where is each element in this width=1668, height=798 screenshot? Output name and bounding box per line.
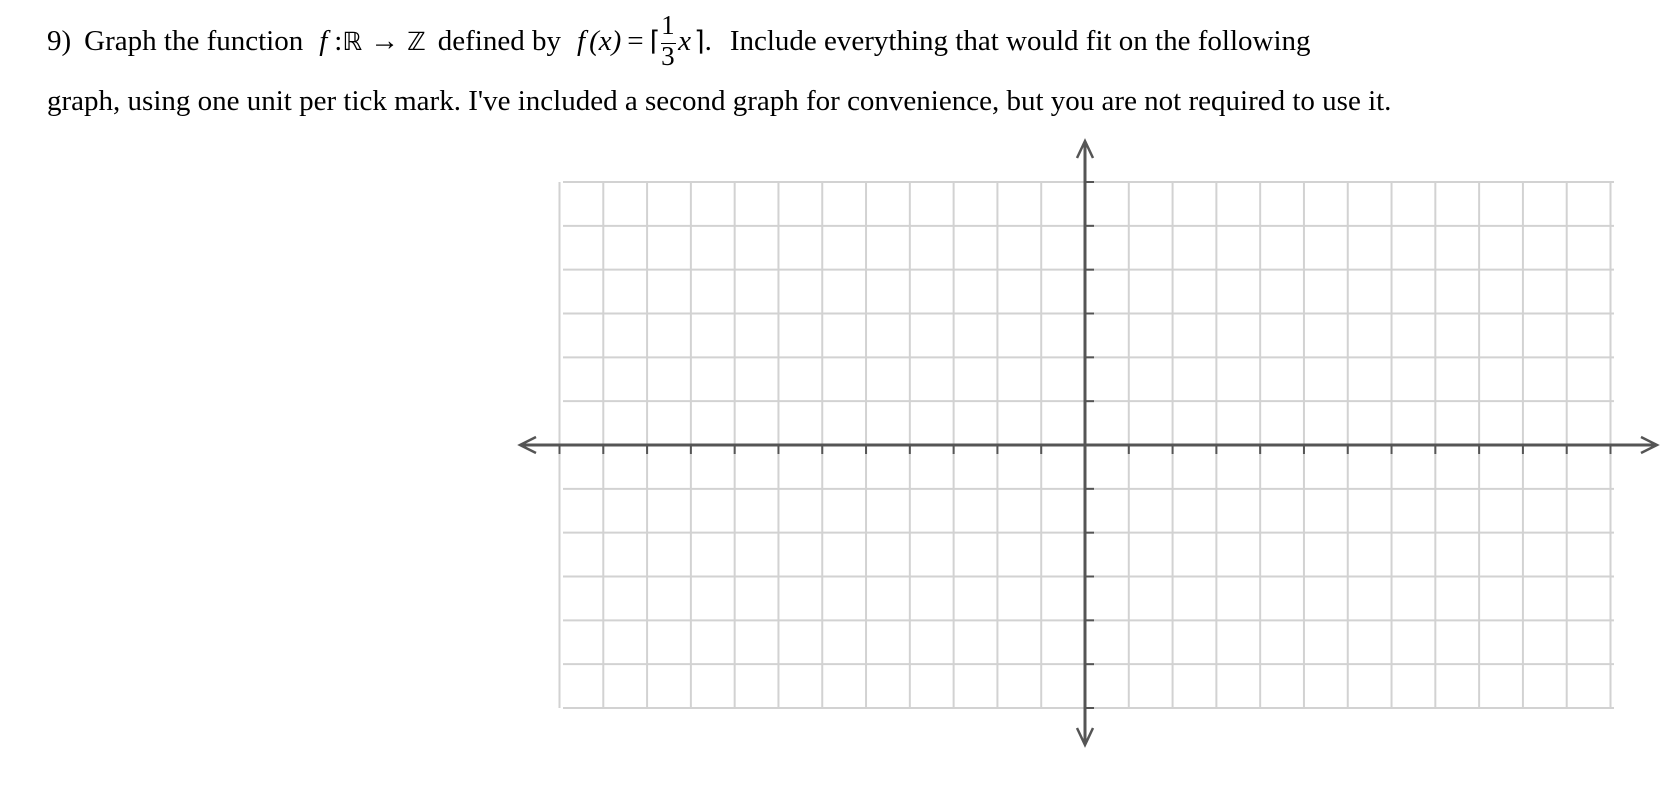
defined-by-text: defined by bbox=[437, 25, 561, 57]
function-name: f bbox=[319, 25, 328, 57]
lhs-function-name: f bbox=[577, 25, 586, 57]
fraction-numerator: 1 bbox=[661, 10, 675, 41]
arrow-symbol: → bbox=[370, 25, 400, 57]
colon-symbol: : bbox=[334, 25, 343, 57]
question-line-2: graph, using one unit per tick mark. I've included a second graph for convenience, but you are not required to use it. bbox=[47, 85, 1392, 117]
equals-symbol: = bbox=[627, 25, 644, 57]
lhs-argument: (x) bbox=[589, 25, 622, 57]
fraction-denominator: 3 bbox=[661, 41, 675, 72]
ceiling-open-bracket: ⌈ bbox=[649, 26, 661, 57]
question-number: 9) bbox=[47, 25, 72, 57]
question-line-1-rest: Include everything that would fit on the following bbox=[729, 25, 1311, 57]
question-intro: Graph the function bbox=[84, 25, 304, 57]
ceiling-close-bracket: ⌉ bbox=[694, 26, 705, 57]
period: . bbox=[704, 25, 712, 57]
domain-set-symbol: ℝ bbox=[342, 27, 363, 56]
codomain-set-symbol: ℤ bbox=[407, 27, 426, 56]
variable-x: x bbox=[678, 25, 692, 57]
